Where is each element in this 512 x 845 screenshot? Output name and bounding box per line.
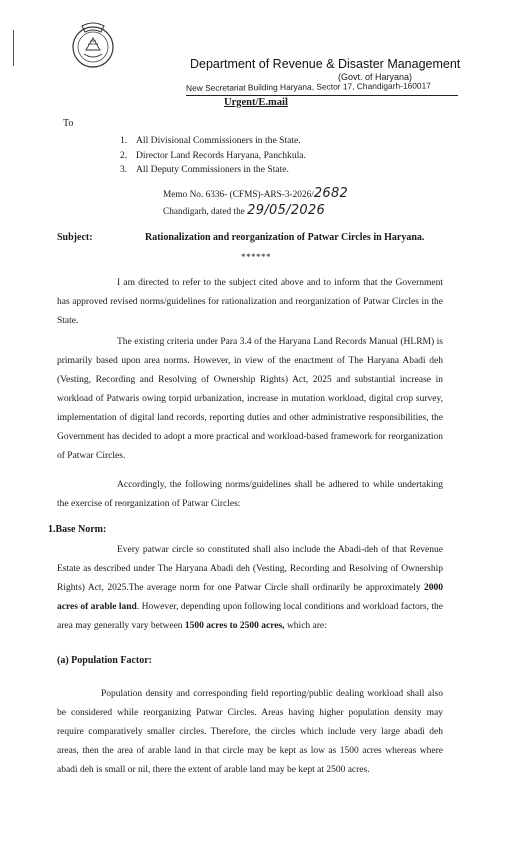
recipient-item: 1. All Divisional Commissioners in the State. (120, 135, 301, 146)
subject-text: Rationalization and reorganization of Patwar Circles in Haryana. (145, 232, 425, 243)
department-name: Department of Revenue & Disaster Management (190, 57, 461, 71)
memo-number-handwritten: 2682 (313, 186, 349, 201)
paragraph-accordingly: Accordingly, the following norms/guidelines shall be adhered to while undertaking the exercise of reorganization of Patwar Circles: (57, 480, 443, 509)
memo-block (163, 186, 348, 220)
memo-date-handwritten: 29/05/2026 (247, 203, 326, 218)
paragraph-intro: I am directed to refer to the subject cited above and to inform that the Government has approved revised norms/guidelines for rationalization and reorganization of Patwar Circles in the State. (57, 278, 443, 326)
base-norm-heading: 1.Base Norm: (48, 524, 107, 535)
recipient-list (120, 134, 306, 178)
paragraph-existing-criteria: The existing criteria under Para 3.4 of the Haryana Land Records Manual (HLRM) is primarily based upon area norms. However, in view of the enactment of The Haryana Abadi deh (Vesting, Recording and Resolving of Ownership Rights) Act, 2025 and substantial increase in workload of Patwaris owing torpid urbanization, increase in mutation workload, digital crop survey, implementation of digital land records, reporting duties and other administrative responsibilities, the Government has decided to adopt a more practical and workload-based framework for reorganization of Patwar Circles. (57, 337, 443, 461)
memo-number: Memo No. 6336- (CFMS)-ARS-3-2026/2682 (163, 186, 349, 201)
govt-label: (Govt. of Haryana) (338, 72, 413, 82)
paragraph-base-norm: Every patwar circle so constituted shall also include the Abadi-deh of that Revenue Estate as described under The Haryana Abadi deh (Vesting, Recording and Resolving of Ownership Rights) Act, 2025.The average norm for one Patwar Circle shall ordinarily be approximately 2000 acres of arable land. However, depending upon following local conditions and workload factors, the area may generally vary between 1500 acres to 2500 acres, which are: (57, 545, 444, 631)
recipient-item: 3. All Deputy Commissioners in the State. (120, 164, 289, 175)
margin-mark (12, 30, 15, 66)
recipient-item: 2. Director Land Records Haryana, Panchkula. (120, 149, 306, 161)
letterhead-rule (186, 95, 458, 96)
state-emblem-icon (68, 20, 118, 70)
population-factor-heading: (a) Population Factor: (57, 655, 152, 666)
to-label: To (63, 118, 74, 129)
department-address: New Secretariat Building Haryana, Sector 17, Chandigarh-160017 (185, 80, 431, 93)
paragraph-population-factor: Population density and corresponding field reporting/public dealing workload shall also be considered while reorganizing Patwar Circles. Areas having higher population density may require comparatively smaller circles. Therefore, the circles which include very large abadi deh areas, then the area of arable land in that circle may be kept as low as 1500 acres whereas where abadi deh is small or nil, there the extent of arable land may be kept at 2500 acres. (57, 689, 443, 775)
memo-date: Chandigarh, dated the 29/05/2026 (163, 203, 326, 218)
separator: ****** (241, 252, 271, 262)
subject-label: Subject: (57, 232, 93, 243)
urgent-label: Urgent/E.mail (224, 97, 288, 108)
